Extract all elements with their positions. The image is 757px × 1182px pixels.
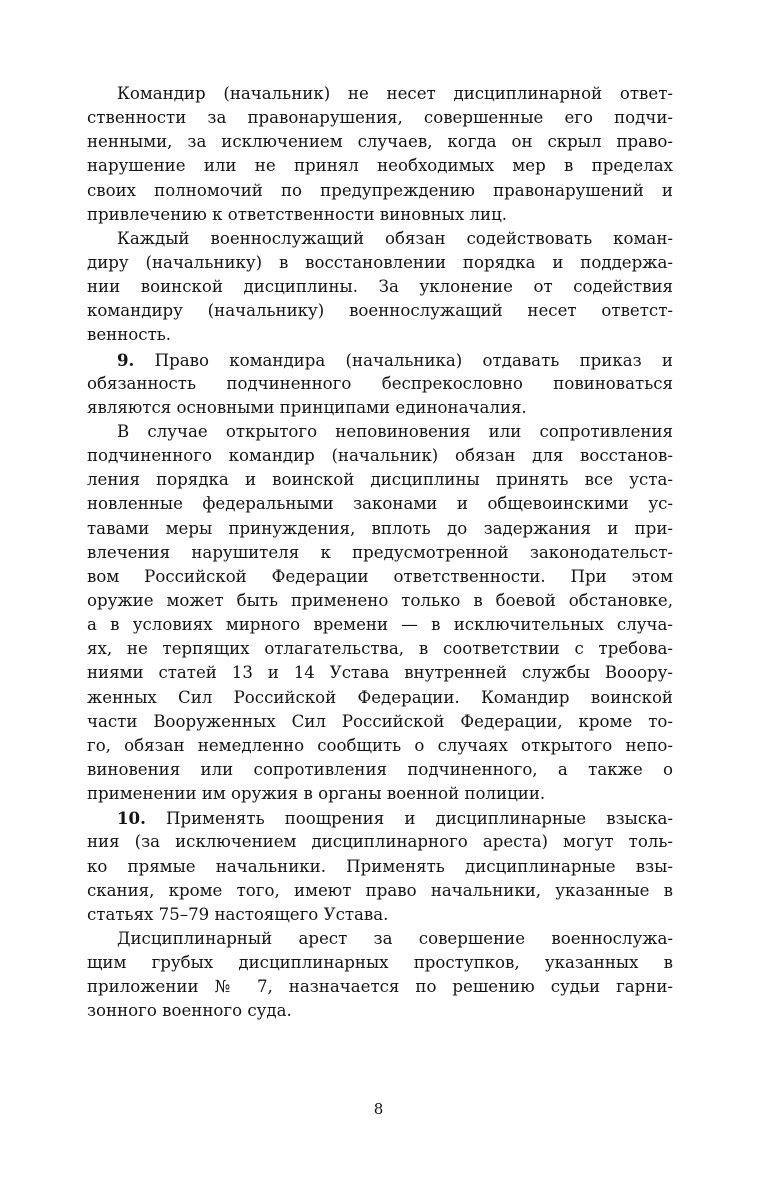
text-line: ниями статей 13 и 14 Устава внутренней службы Вооору-	[87, 663, 673, 683]
text-line: венность.	[87, 325, 172, 345]
text-line: а в условиях мирного времени — в исключительных случа-	[87, 615, 673, 635]
text-line: ния (за исключением дисциплинарного ареста) могут толь-	[87, 832, 673, 852]
article-text: Применять поощрения и дисциплинарные взыска-	[165, 809, 673, 829]
text-line: Каждый военнослужащий обязан содействовать коман-	[117, 228, 673, 248]
text-line: В случае открытого неповиновения или сопротивления	[117, 421, 673, 441]
text-line: своих полномочий по предупреждению правонарушений и	[87, 180, 673, 200]
text-line: статьях 75–79 настоящего Устава.	[87, 904, 389, 924]
article-9	[87, 348, 673, 420]
text-line: оружие может быть применено только в боевой обстановке,	[87, 590, 673, 610]
text-line: Дисциплинарный арест за совершение военнослужа-	[117, 928, 673, 948]
text-line: ления порядка и воинской дисциплины принять все уста-	[87, 470, 673, 490]
text-line: влечения нарушителя к предусмотренной законодательст-	[87, 542, 673, 562]
text-line: ях, не терпящих отлагательства, в соответствии с требова-	[87, 639, 673, 659]
paragraph-assist-commander	[87, 227, 673, 348]
text-line: скания, кроме того, имеют право начальники, указанные в	[87, 880, 673, 900]
text-line: вом Российской Федерации ответственности. При этом	[87, 566, 673, 586]
text-line: подчиненного командир (начальник) обязан для восстанов-	[87, 446, 673, 466]
text-line: щим грубых дисциплинарных проступков, указанных в	[87, 953, 673, 973]
article-number: 9.	[117, 349, 135, 370]
article-number: 10.	[117, 808, 146, 829]
text-line: применении им оружия в органы военной полиции.	[87, 784, 546, 804]
text-line: зонного военного суда.	[87, 1001, 292, 1021]
text-line: нии воинской дисциплины. За уклонение от содействия	[87, 277, 673, 297]
text-line: виновения или сопротивления подчиненного, а также о	[87, 759, 673, 779]
paragraph-commander-responsibility	[87, 82, 673, 227]
article-text: Право командира (начальника) отдавать приказ и	[154, 350, 673, 370]
text-line: приложении № 7, назначается по решению судьи гарни-	[87, 977, 673, 997]
text-line: диру (начальнику) в восстановлении порядка и поддержа-	[87, 252, 673, 272]
text-line	[87, 806, 673, 830]
paragraph-disobedience	[87, 420, 673, 806]
text-line: женных Сил Российской Федерации. Командир воинской	[87, 687, 673, 707]
text-line: являются основными принципами единоначалия.	[87, 397, 527, 417]
page-body	[87, 82, 673, 1023]
page-number: 8	[373, 1100, 384, 1118]
text-line: ко прямые начальники. Применять дисциплинарные взы-	[87, 856, 673, 876]
text-line: командиру (начальнику) военнослужащий несет ответст-	[87, 301, 673, 321]
text-line: привлечению к ответственности виновных лиц.	[87, 204, 508, 224]
text-line: новленные федеральными законами и общевоинскими ус-	[87, 494, 673, 514]
text-line: ненными, за исключением случаев, когда он скрыл право-	[87, 132, 673, 152]
text-line: обязанность подчиненного беспрекословно повиноваться	[87, 373, 673, 393]
text-line: Командир (начальник) не несет дисциплинарной ответ-	[117, 84, 673, 103]
article-10	[87, 806, 673, 927]
text-line: части Вооруженных Сил Российской Федерации, кроме то-	[87, 711, 673, 731]
text-line: тавами меры принуждения, вплоть до задержания и при-	[87, 518, 673, 538]
text-line: го, обязан немедленно сообщить о случаях открытого непо-	[87, 735, 673, 755]
text-line: нарушение или не принял необходимых мер в пределах	[87, 156, 673, 176]
text-line: ственности за правонарушения, совершенные его подчи-	[87, 108, 673, 128]
paragraph-disciplinary-arrest	[87, 927, 673, 1024]
text-line	[87, 348, 673, 372]
